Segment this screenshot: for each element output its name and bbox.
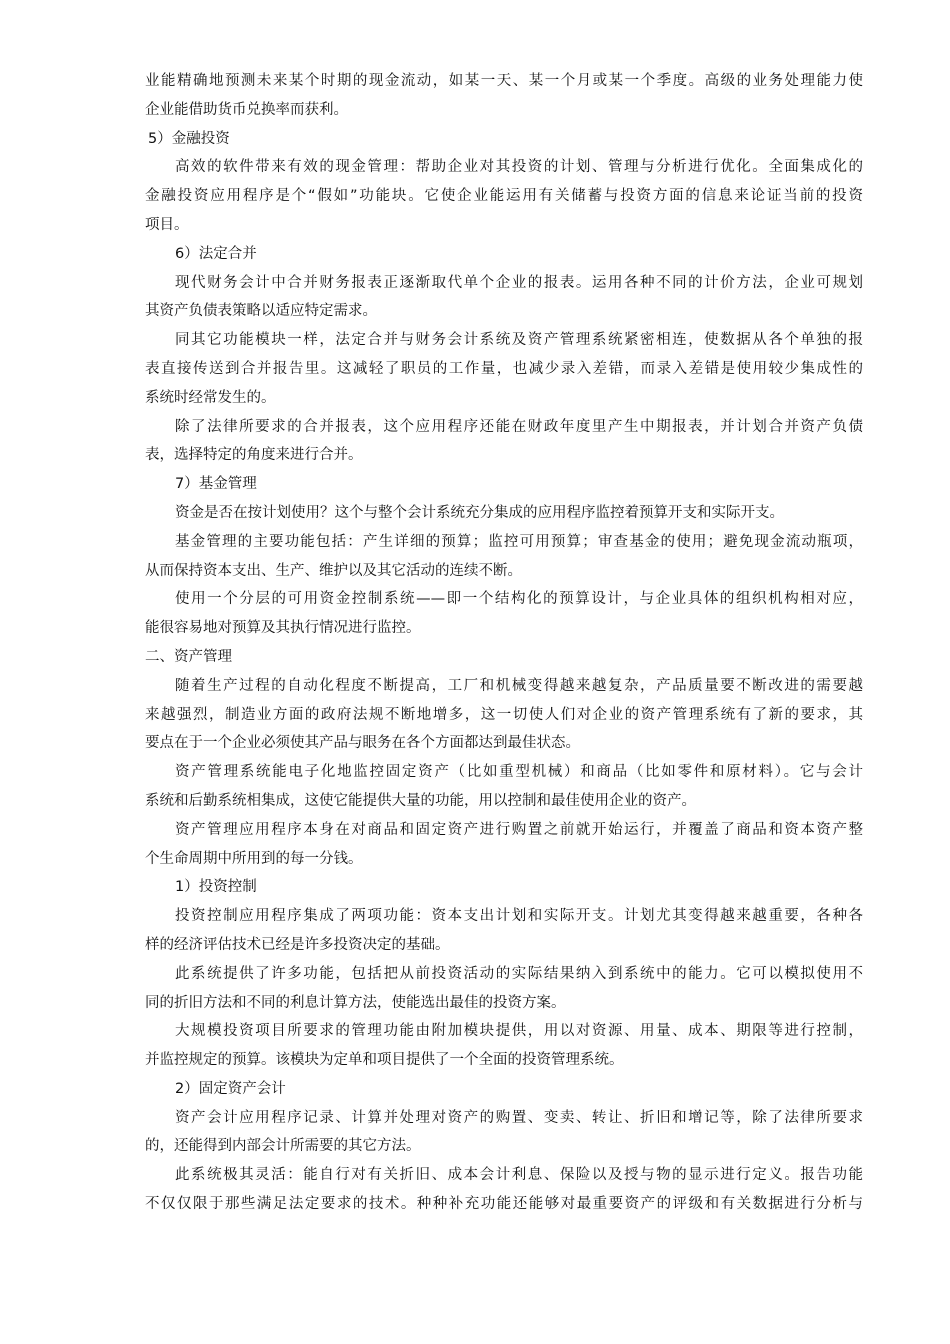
section-heading: 1）投资控制: [175, 879, 257, 896]
text-line: 除了法律所要求的合并报表，这个应用程序还能在财政年度里产生中期报表，并计划合并资产负债: [175, 418, 863, 435]
body-text: [145, 67, 863, 1219]
text-line: 同其它功能模块一样，法定合并与财务会计系统及资产管理系统紧密相连，使数据从各个单独的报: [175, 332, 863, 349]
text-line: 来越强烈，制造业方面的政府法规不断地增多，这一切使人们对企业的资产管理系统有了新的要求，其: [145, 706, 863, 723]
text-line: 其资产负债表策略以适应特定需求。: [145, 303, 377, 320]
text-line: 的，还能得到内部会计所需要的其它方法。: [145, 1138, 421, 1155]
text-line: 系统和后勤系统相集成，这使它能提供大量的功能，用以控制和最佳使用企业的资产。: [145, 792, 696, 809]
text-line: 个生命周期中所用到的每一分钱。: [145, 850, 363, 867]
text-line: 资金是否在按计划使用？这个与整个会计系统充分集成的应用程序监控着预算开支和实际开支。: [175, 504, 784, 521]
section-heading: 5）金融投资: [148, 130, 230, 147]
text-line: 金融投资应用程序是个“假如”功能块。它使企业能运用有关储蓄与投资方面的信息来论证当前的投资: [145, 188, 863, 205]
text-line: 并监控规定的预算。该模块为定单和项目提供了一个全面的投资管理系统。: [145, 1052, 624, 1069]
text-line: 随着生产过程的自动化程度不断提高，工厂和机械变得越来越复杂，产品质量要不断改进的需要越: [175, 677, 863, 694]
text-line: 基金管理的主要功能包括：产生详细的预算；监控可用预算；审查基金的使用；避免现金流动瓶项，: [175, 533, 863, 550]
text-line: 资产管理应用程序本身在对商品和固定资产进行购置之前就开始运行，并覆盖了商品和资本资产整: [175, 821, 863, 838]
text-line: 项目。: [145, 216, 189, 233]
text-line: 同的折旧方法和不同的利息计算方法，使能选出最佳的投资方案。: [145, 994, 566, 1011]
text-line: 样的经济评估技术已经是许多投资决定的基础。: [145, 936, 450, 953]
text-line: 此系统极其灵活：能自行对有关折旧、成本会计利息、保险以及授与物的显示进行定义。报告功能: [175, 1167, 863, 1184]
text-line: 能很容易地对预算及其执行情况进行监控。: [145, 620, 421, 637]
text-line: 使用一个分层的可用资金控制系统——即一个结构化的预算设计，与企业具体的组织机构相对应，: [175, 591, 863, 608]
text-line: 此系统提供了许多功能，包括把从前投资活动的实际结果纳入到系统中的能力。它可以模拟使用不: [175, 965, 863, 982]
text-line: 大规模投资项目所要求的管理功能由附加模块提供，用以对资源、用量、成本、期限等进行控制，: [175, 1023, 863, 1040]
text-line: 资产管理系统能电子化地监控固定资产（比如重型机械）和商品（比如零件和原材料）。它与会计: [175, 764, 863, 781]
text-line: 业能精确地预测未来某个时期的现金流动，如某一天、某一个月或某一个季度。高级的业务处理能力使: [145, 73, 863, 89]
section-heading: 7）基金管理: [175, 476, 257, 493]
text-line: 现代财务会计中合并财务报表正逐渐取代单个企业的报表。运用各种不同的计价方法，企业可规划: [175, 274, 863, 291]
section-heading: 2）固定资产会计: [175, 1080, 286, 1097]
text-line: 要点在于一个企业必须使其产品与眼务在各个方面都达到最佳状态。: [145, 735, 580, 752]
text-line: 投资控制应用程序集成了两项功能：资本支出计划和实际开支。计划尤其变得越来越重要，各种各: [175, 908, 863, 925]
text-line: 表直接传送到合并报告里。这减轻了职员的工作量，也减少录入差错，而录入差错是使用较少集成性的: [145, 360, 863, 377]
text-line: 系统时经常发生的。: [145, 389, 276, 406]
text-line: 表，选择特定的角度来进行合并。: [145, 447, 363, 464]
text-line: 不仅仅限于那些满足法定要求的技术。种种补充功能还能够对最重要资产的评级和有关数据进行分析与: [145, 1196, 863, 1213]
text-line: 资产会计应用程序记录、计算并处理对资产的购置、变卖、转让、折旧和增记等，除了法律所要求: [175, 1109, 863, 1126]
text-line: 企业能借助货币兑换率而获利。: [145, 101, 348, 118]
text-line: 高效的软件带来有效的现金管理：帮助企业对其投资的计划、管理与分析进行优化。全面集成化的: [175, 159, 863, 176]
section-heading: 6）法定合并: [175, 245, 257, 262]
text-line: 从而保持资本支出、生产、维护以及其它活动的连续不断。: [145, 562, 522, 579]
section-heading: 二、资产管理: [145, 648, 232, 665]
